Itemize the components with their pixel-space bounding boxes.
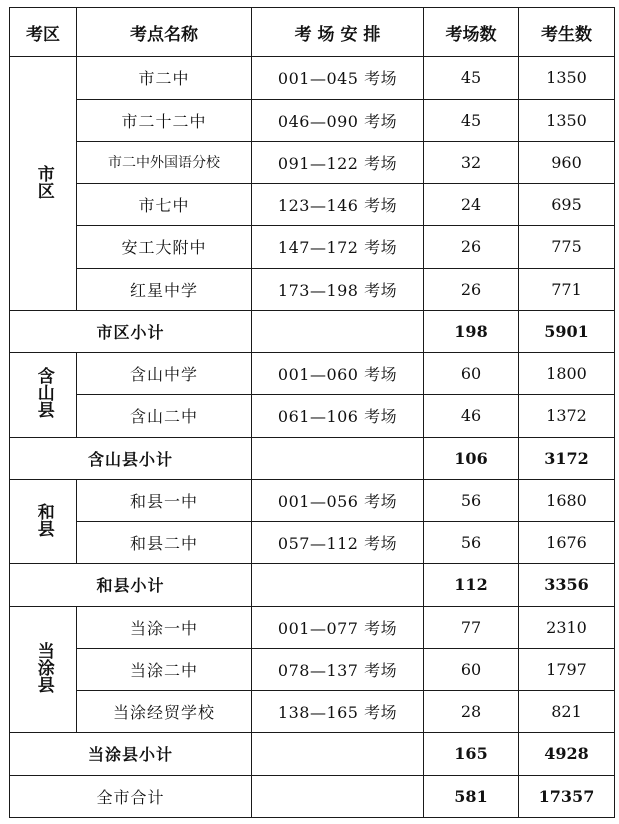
student-count: 960 [519,141,615,183]
room-arrangement: 078—137 考场 [252,648,424,690]
room-arrangement: 001—077 考场 [252,606,424,648]
region-cell [10,57,77,311]
table-row [10,648,615,690]
subtotal-room-count: 106 [424,437,519,479]
site-name: 含山中学 [77,353,252,395]
table-row [10,226,615,268]
room-arrangement: 138—165 考场 [252,691,424,733]
site-name: 当涂经贸学校 [77,691,252,733]
room-count: 60 [424,353,519,395]
subtotal-row [10,733,615,775]
student-count: 695 [519,184,615,226]
table-row [10,141,615,183]
room-count: 56 [424,479,519,521]
subtotal-label: 当涂县小计 [10,733,252,775]
table-row [10,522,615,564]
student-count: 771 [519,268,615,310]
total-empty-cell [252,775,424,817]
table-header-row [10,8,615,57]
student-count: 775 [519,226,615,268]
room-arrangement: 001—045 考场 [252,57,424,99]
site-name: 当涂一中 [77,606,252,648]
subtotal-row [10,564,615,606]
student-count: 1350 [519,57,615,99]
table-row [10,395,615,437]
room-count: 77 [424,606,519,648]
site-name: 含山二中 [77,395,252,437]
subtotal-room-count: 112 [424,564,519,606]
student-count: 821 [519,691,615,733]
header-student-count: 考生数 [519,8,615,57]
total-room-count: 581 [424,775,519,817]
subtotal-label: 含山县小计 [10,437,252,479]
table-row [10,99,615,141]
site-name: 红星中学 [77,268,252,310]
table-row [10,353,615,395]
table-row [10,57,615,99]
room-count: 46 [424,395,519,437]
room-count: 26 [424,268,519,310]
room-arrangement: 147—172 考场 [252,226,424,268]
room-arrangement: 061—106 考场 [252,395,424,437]
subtotal-student-count: 3172 [519,437,615,479]
subtotal-empty-cell [252,564,424,606]
region-name: 当涂县 [33,641,54,693]
room-count: 60 [424,648,519,690]
total-student-count: 17357 [519,775,615,817]
total-row [10,775,615,817]
subtotal-student-count: 5901 [519,310,615,352]
room-count: 56 [424,522,519,564]
table-row [10,268,615,310]
site-name: 市二十二中 [77,99,252,141]
student-count: 1676 [519,522,615,564]
student-count: 2310 [519,606,615,648]
subtotal-empty-cell [252,437,424,479]
header-arrangement: 考 场 安 排 [252,8,424,57]
site-name: 市二中外国语分校 [77,141,252,183]
region-cell [10,606,77,733]
student-count: 1800 [519,353,615,395]
site-name: 和县一中 [77,479,252,521]
room-count: 26 [424,226,519,268]
room-arrangement: 001—056 考场 [252,479,424,521]
region-name: 和县 [33,502,54,537]
header-region: 考区 [10,8,77,57]
total-label: 全市合计 [10,775,252,817]
student-count: 1797 [519,648,615,690]
subtotal-empty-cell [252,310,424,352]
student-count: 1350 [519,99,615,141]
subtotal-student-count: 3356 [519,564,615,606]
site-name: 市二中 [77,57,252,99]
table-row [10,479,615,521]
subtotal-row [10,310,615,352]
subtotal-student-count: 4928 [519,733,615,775]
room-count: 45 [424,99,519,141]
region-cell [10,353,77,438]
region-cell [10,479,77,564]
room-count: 45 [424,57,519,99]
room-count: 24 [424,184,519,226]
table-row [10,691,615,733]
region-name: 含山县 [33,367,54,419]
room-arrangement: 046—090 考场 [252,99,424,141]
header-site-name: 考点名称 [77,8,252,57]
room-arrangement: 001—060 考场 [252,353,424,395]
subtotal-room-count: 165 [424,733,519,775]
region-name: 市区 [33,164,54,199]
site-name: 当涂二中 [77,648,252,690]
subtotal-label: 市区小计 [10,310,252,352]
site-name: 和县二中 [77,522,252,564]
table-row [10,184,615,226]
subtotal-empty-cell [252,733,424,775]
room-arrangement: 123—146 考场 [252,184,424,226]
subtotal-row [10,437,615,479]
student-count: 1680 [519,479,615,521]
room-arrangement: 057—112 考场 [252,522,424,564]
room-count: 32 [424,141,519,183]
subtotal-label: 和县小计 [10,564,252,606]
student-count: 1372 [519,395,615,437]
room-arrangement: 173—198 考场 [252,268,424,310]
site-name: 市七中 [77,184,252,226]
header-room-count: 考场数 [424,8,519,57]
subtotal-room-count: 198 [424,310,519,352]
site-name: 安工大附中 [77,226,252,268]
room-arrangement: 091—122 考场 [252,141,424,183]
exam-site-table [9,7,615,818]
room-count: 28 [424,691,519,733]
table-row [10,606,615,648]
